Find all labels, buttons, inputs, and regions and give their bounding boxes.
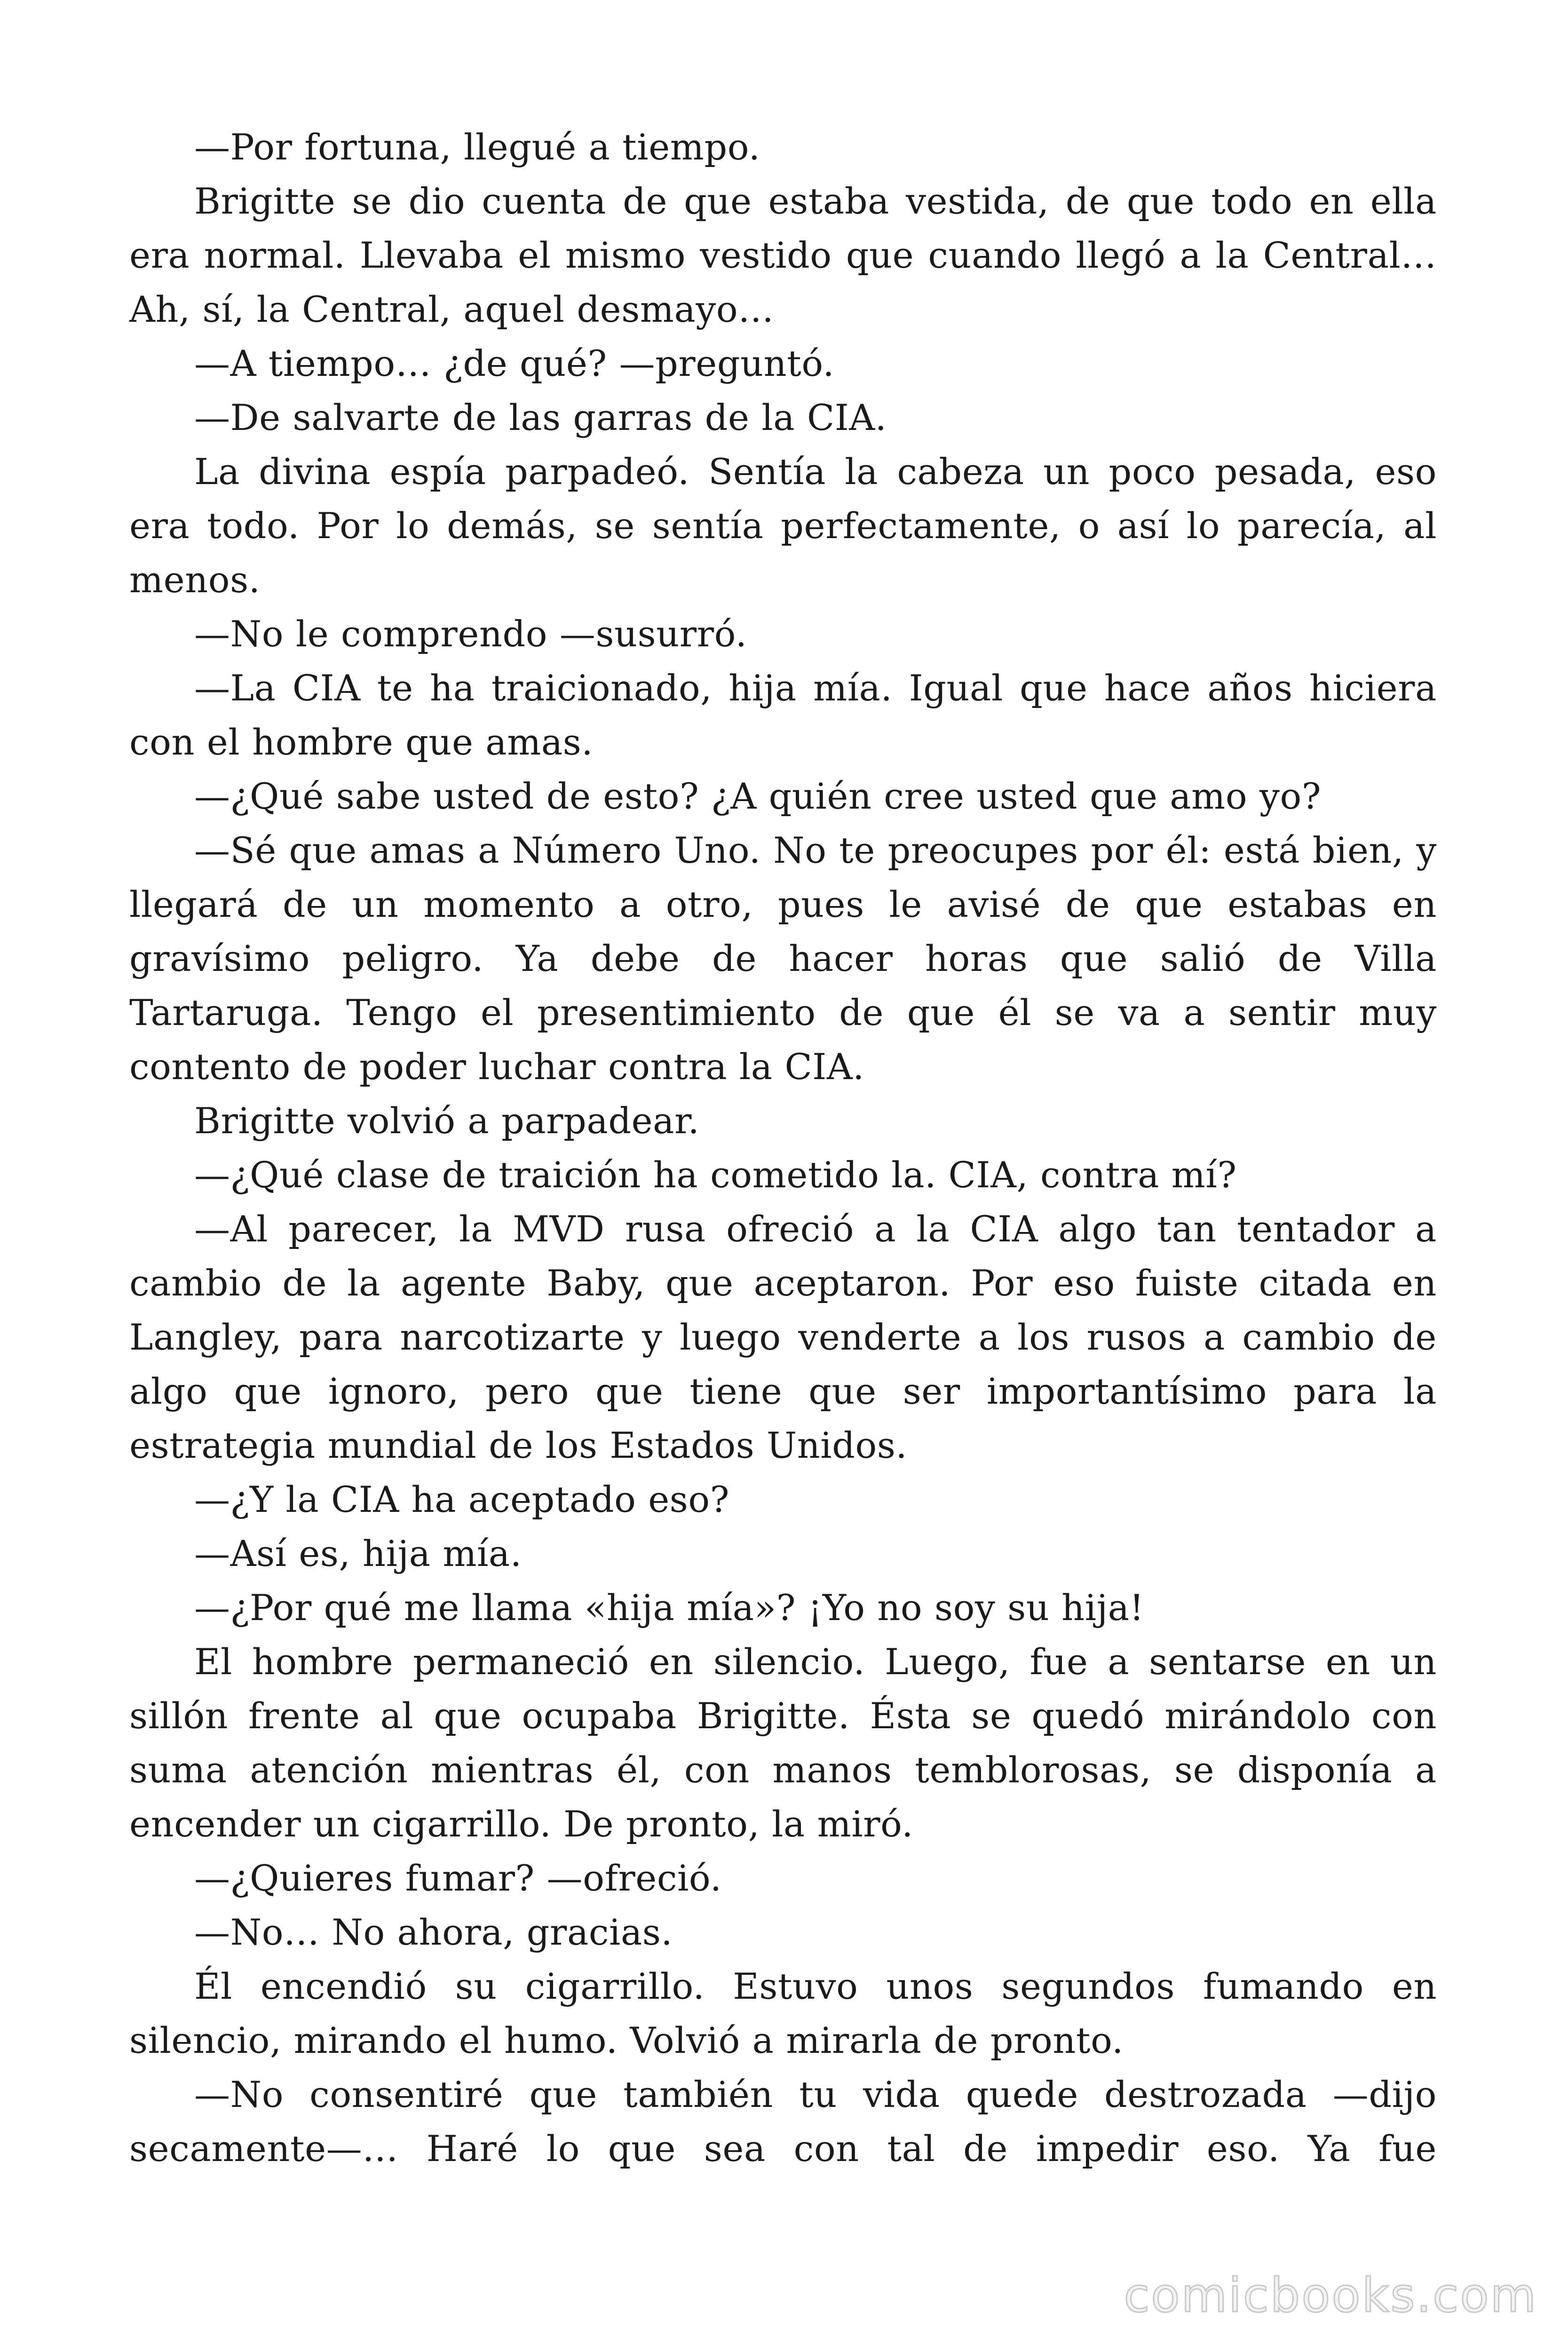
paragraph: —Al parecer, la MVD rusa ofreció a la CIA algo tan tentador a cambio de la agente Baby, que aceptaron. Por eso fuiste citada en Langley, para narcotizarte y luego venderte a los rusos a cambio de algo que ignoro, pero que tiene que ser importantísimo para la estrategia mundial de los Estados Unidos. — [129, 1208, 1437, 1466]
paragraph: —¿Qué clase de traición ha cometido la. CIA, contra mí? — [194, 1154, 1237, 1196]
paragraph: —¿Qué sabe usted de esto? ¿A quién cree usted que amo yo? — [194, 775, 1322, 817]
paragraph: —¿Quieres fumar? —ofreció. — [194, 1857, 722, 1899]
paragraph: Él encendió su cigarrillo. Estuvo unos segundos fumando en silencio, mirando el humo. Volvió a mirarla de pronto. — [129, 1965, 1437, 2061]
paragraph: —No le comprendo —susurró. — [194, 613, 747, 655]
paragraph: —¿Por qué me llama «hija mía»? ¡Yo no soy su hija! — [194, 1587, 1144, 1629]
paragraph: —De salvarte de las garras de la CIA. — [194, 397, 887, 438]
paragraph: —La CIA te ha traicionado, hija mía. Igual que hace años hiciera con el hombre que amas. — [129, 667, 1437, 763]
paragraph: —No… No ahora, gracias. — [194, 1911, 673, 1953]
paragraph: Brigitte volvió a parpadear. — [194, 1100, 700, 1142]
paragraph: —¿Y la CIA ha aceptado eso? — [194, 1478, 730, 1520]
paragraph: —Así es, hija mía. — [194, 1533, 522, 1574]
paragraph: El hombre permaneció en silencio. Luego, fue a sentarse en un sillón frente al que ocupaba Brigitte. Ésta se quedó mirándolo con suma atención mientras él, con manos temblorosas, se disponía a encender un cigarrillo. De pronto, la miró. — [129, 1641, 1437, 1845]
paragraph: La divina espía parpadeó. Sentía la cabeza un poco pesada, eso era todo. Por lo demás, se sentía perfectamente, o así lo parecía, al menos. — [129, 451, 1437, 601]
watermark: comicbooks.com — [1124, 2268, 1537, 2323]
paragraph: —Por fortuna, llegué a tiempo. — [194, 126, 760, 168]
paragraph: —No consentiré que también tu vida quede destrozada —dijo secamente—… Haré lo que sea con tal de impedir eso. Ya fue — [129, 2074, 1437, 2169]
paragraph: —A tiempo… ¿de qué? —preguntó. — [194, 342, 835, 384]
page-body — [129, 120, 1437, 2176]
paragraph: Brigitte se dio cuenta de que estaba vestida, de que todo en ella era normal. Llevaba el mismo vestido que cuando llegó a la Central… Ah, sí, la Central, aquel desmayo… — [129, 180, 1437, 330]
paragraph: —Sé que amas a Número Uno. No te preocupes por él: está bien, y llegará de un momento a otro, pues le avisé de que estabas en gravísimo peligro. Ya debe de hacer horas que salió de Villa Tartaruga. Tengo el presentimiento de que él se va a sentir muy contento de poder luchar contra la CIA. — [129, 829, 1437, 1088]
